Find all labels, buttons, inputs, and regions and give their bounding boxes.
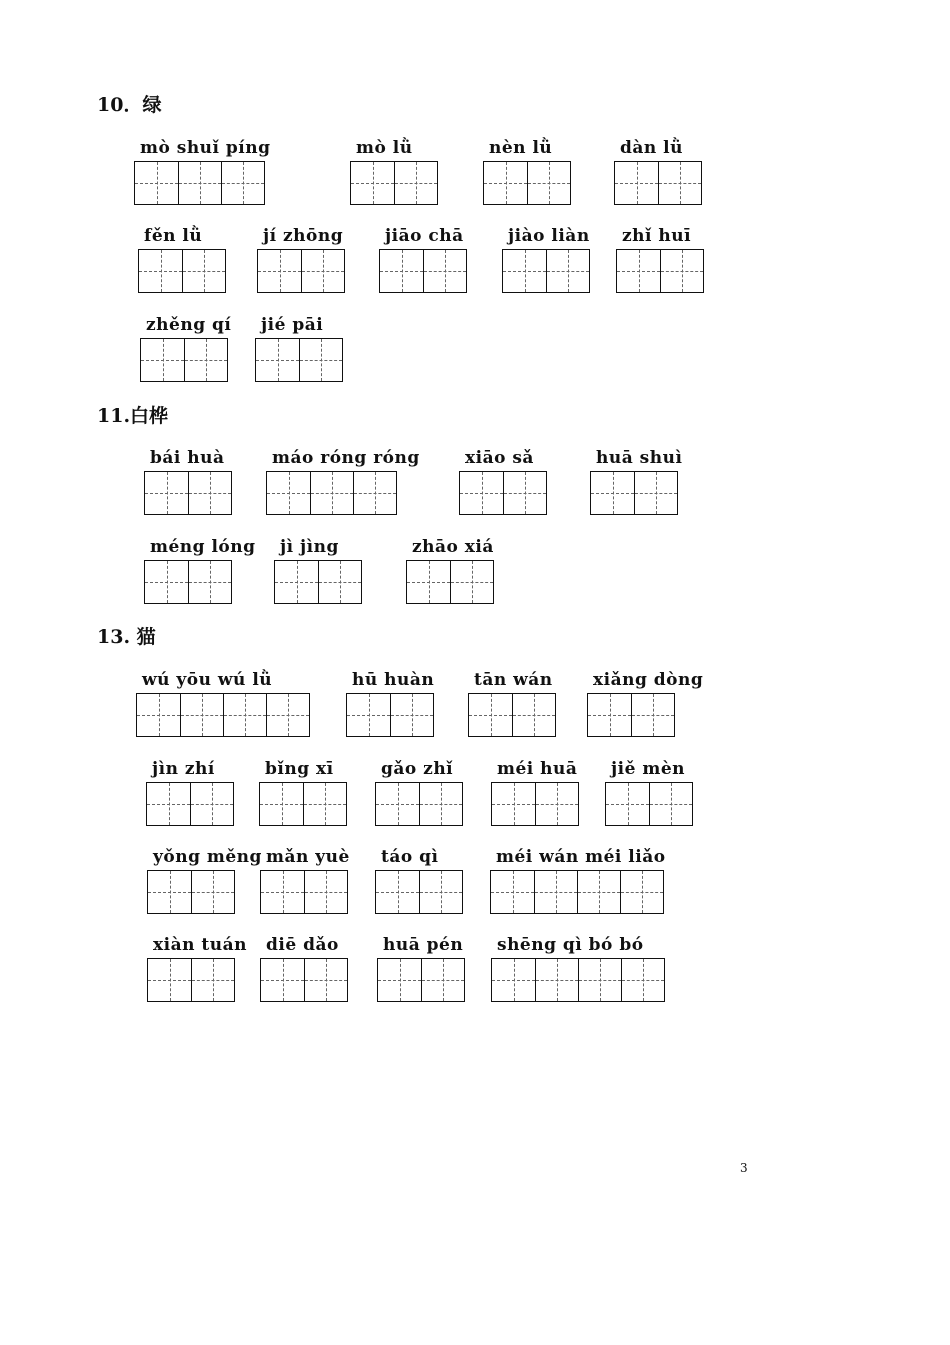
character-cell[interactable] — [621, 959, 664, 1001]
character-cell[interactable] — [588, 694, 631, 736]
character-cell[interactable] — [615, 162, 658, 204]
character-cell[interactable] — [148, 959, 191, 1001]
character-cell[interactable] — [148, 871, 191, 913]
tianzige-grid[interactable] — [138, 249, 226, 293]
character-cell[interactable] — [503, 472, 546, 514]
pinyin-label: jié pāi — [261, 315, 324, 335]
character-cell[interactable] — [223, 694, 266, 736]
section-title-11: 11.白桦 — [97, 405, 169, 427]
tianzige-grid[interactable] — [146, 782, 234, 826]
character-cell[interactable] — [484, 162, 527, 204]
pinyin-label: diē dǎo — [266, 935, 339, 955]
character-cell[interactable] — [304, 959, 347, 1001]
character-cell[interactable] — [137, 694, 180, 736]
character-cell[interactable] — [535, 783, 578, 825]
character-cell[interactable] — [577, 871, 620, 913]
tianzige-grid[interactable] — [147, 958, 235, 1002]
tianzige-grid[interactable] — [468, 693, 556, 737]
pinyin-label: jì jìng — [280, 537, 339, 557]
character-cell[interactable] — [492, 959, 535, 1001]
tianzige-grid[interactable] — [459, 471, 547, 515]
tianzige-grid[interactable] — [274, 560, 362, 604]
tianzige-grid[interactable] — [490, 870, 664, 914]
character-cell[interactable] — [620, 871, 663, 913]
pinyin-label: mò shuǐ píng — [140, 138, 271, 158]
tianzige-grid[interactable] — [587, 693, 675, 737]
character-cell[interactable] — [258, 250, 301, 292]
tianzige-grid[interactable] — [375, 782, 463, 826]
page-number: 3 — [740, 1161, 748, 1175]
character-cell[interactable] — [135, 162, 178, 204]
character-cell[interactable] — [180, 694, 223, 736]
character-cell[interactable] — [145, 561, 188, 603]
character-cell[interactable] — [390, 694, 433, 736]
character-cell[interactable] — [649, 783, 692, 825]
character-cell[interactable] — [491, 871, 534, 913]
pinyin-label: zhǐ huī — [622, 226, 692, 246]
character-cell[interactable] — [423, 250, 466, 292]
pinyin-label: jiāo chā — [385, 226, 464, 246]
section-title-10: 10．绿 — [97, 94, 162, 116]
character-cell[interactable] — [534, 871, 577, 913]
character-cell[interactable] — [182, 250, 225, 292]
tianzige-grid[interactable] — [144, 471, 232, 515]
pinyin-label: hū huàn — [352, 670, 435, 690]
tianzige-grid[interactable] — [491, 958, 665, 1002]
tianzige-grid[interactable] — [377, 958, 465, 1002]
character-cell[interactable] — [469, 694, 512, 736]
pinyin-label: zhěng qí — [146, 315, 232, 335]
pinyin-label: jiě mèn — [611, 759, 686, 779]
character-cell[interactable] — [376, 871, 419, 913]
pinyin-label: jìn zhí — [152, 759, 215, 779]
character-cell[interactable] — [353, 472, 396, 514]
pinyin-label: shēng qì bó bó — [497, 935, 644, 955]
pinyin-label: xiǎng dòng — [593, 670, 704, 690]
tianzige-grid[interactable] — [614, 161, 702, 205]
character-cell[interactable] — [419, 871, 462, 913]
tianzige-grid[interactable] — [136, 693, 310, 737]
character-cell[interactable] — [658, 162, 701, 204]
character-cell[interactable] — [606, 783, 649, 825]
character-cell[interactable] — [394, 162, 437, 204]
tianzige-grid[interactable] — [375, 870, 463, 914]
section-title-13: 13. 猫 — [97, 626, 156, 648]
tianzige-grid[interactable] — [259, 782, 347, 826]
pinyin-label: xiāo sǎ — [465, 448, 534, 468]
character-cell[interactable] — [512, 694, 555, 736]
character-cell[interactable] — [261, 959, 304, 1001]
pinyin-label: tān wán — [474, 670, 553, 690]
character-cell[interactable] — [503, 250, 546, 292]
character-cell[interactable] — [190, 783, 233, 825]
pinyin-label: xiàn tuán — [153, 935, 247, 955]
character-cell[interactable] — [378, 959, 421, 1001]
pinyin-label: jí zhōng — [263, 226, 344, 246]
character-cell[interactable] — [419, 783, 462, 825]
tianzige-grid[interactable] — [379, 249, 467, 293]
character-cell[interactable] — [591, 472, 634, 514]
tianzige-grid[interactable] — [346, 693, 434, 737]
tianzige-grid[interactable] — [140, 338, 228, 382]
tianzige-grid[interactable] — [134, 161, 265, 205]
tianzige-grid[interactable] — [605, 782, 693, 826]
pinyin-label: dàn lǜ — [620, 138, 683, 158]
character-cell[interactable] — [617, 250, 660, 292]
character-cell[interactable] — [139, 250, 182, 292]
character-cell[interactable] — [492, 783, 535, 825]
character-cell[interactable] — [380, 250, 423, 292]
pinyin-label: máo róng róng — [272, 448, 420, 468]
character-cell[interactable] — [188, 472, 231, 514]
character-cell[interactable] — [450, 561, 493, 603]
character-cell[interactable] — [376, 783, 419, 825]
pinyin-label: nèn lǜ — [489, 138, 553, 158]
tianzige-grid[interactable] — [260, 958, 348, 1002]
pinyin-label: táo qì — [381, 847, 439, 867]
character-cell[interactable] — [266, 694, 309, 736]
tianzige-grid[interactable] — [255, 338, 343, 382]
tianzige-grid[interactable] — [406, 560, 494, 604]
pinyin-label: mǎn yuè — [266, 847, 350, 867]
character-cell[interactable] — [267, 472, 310, 514]
tianzige-grid[interactable] — [257, 249, 345, 293]
character-cell[interactable] — [460, 472, 503, 514]
character-cell[interactable] — [631, 694, 674, 736]
pinyin-label: fěn lǜ — [144, 226, 203, 246]
character-cell[interactable] — [256, 339, 299, 381]
tianzige-grid[interactable] — [483, 161, 571, 205]
pinyin-label: wú yōu wú lǜ — [142, 670, 273, 690]
tianzige-grid[interactable] — [147, 870, 235, 914]
character-cell[interactable] — [546, 250, 589, 292]
character-cell[interactable] — [310, 472, 353, 514]
pinyin-label: zhāo xiá — [412, 537, 494, 557]
tianzige-grid[interactable] — [144, 560, 232, 604]
character-cell[interactable] — [347, 694, 390, 736]
character-cell[interactable] — [178, 162, 221, 204]
character-cell[interactable] — [303, 783, 346, 825]
pinyin-label: jiào liàn — [508, 226, 590, 246]
character-cell[interactable] — [260, 783, 303, 825]
character-cell[interactable] — [421, 959, 464, 1001]
character-cell[interactable] — [184, 339, 227, 381]
character-cell[interactable] — [145, 472, 188, 514]
pinyin-label: gǎo zhǐ — [381, 759, 454, 779]
character-cell[interactable] — [221, 162, 264, 204]
pinyin-label: méi huā — [497, 759, 578, 779]
pinyin-label: huā shuì — [596, 448, 683, 468]
pinyin-label: méi wán méi liǎo — [496, 847, 666, 867]
pinyin-label: méng lóng — [150, 537, 256, 557]
tianzige-grid[interactable] — [616, 249, 704, 293]
character-cell[interactable] — [147, 783, 190, 825]
tianzige-grid[interactable] — [590, 471, 678, 515]
tianzige-grid[interactable] — [350, 161, 438, 205]
character-cell[interactable] — [141, 339, 184, 381]
pinyin-label: huā pén — [383, 935, 464, 955]
character-cell[interactable] — [275, 561, 318, 603]
pinyin-label: mò lǜ — [356, 138, 413, 158]
character-cell[interactable] — [660, 250, 703, 292]
character-cell[interactable] — [578, 959, 621, 1001]
character-cell[interactable] — [191, 959, 234, 1001]
tianzige-grid[interactable] — [502, 249, 590, 293]
character-cell[interactable] — [318, 561, 361, 603]
tianzige-grid[interactable] — [260, 870, 348, 914]
tianzige-grid[interactable] — [266, 471, 397, 515]
character-cell[interactable] — [299, 339, 342, 381]
character-cell[interactable] — [634, 472, 677, 514]
pinyin-label: yǒng měng — [153, 847, 262, 867]
character-cell[interactable] — [304, 871, 347, 913]
pinyin-label: bǐng xī — [265, 759, 334, 779]
character-cell[interactable] — [351, 162, 394, 204]
pinyin-label: bái huà — [150, 448, 225, 468]
character-cell[interactable] — [188, 561, 231, 603]
character-cell[interactable] — [261, 871, 304, 913]
character-cell[interactable] — [191, 871, 234, 913]
character-cell[interactable] — [407, 561, 450, 603]
character-cell[interactable] — [301, 250, 344, 292]
tianzige-grid[interactable] — [491, 782, 579, 826]
character-cell[interactable] — [527, 162, 570, 204]
character-cell[interactable] — [535, 959, 578, 1001]
